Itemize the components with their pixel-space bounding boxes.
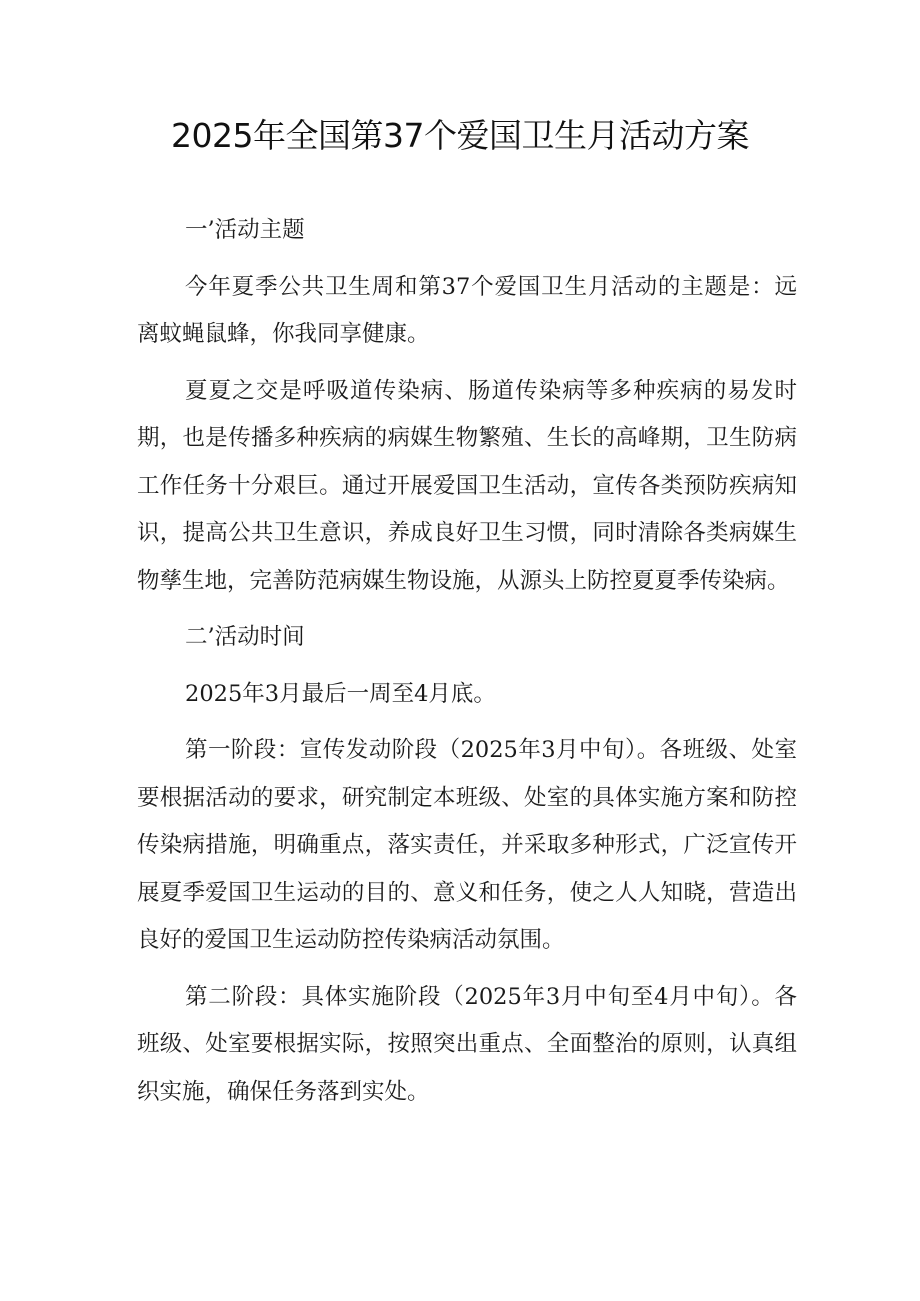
section-heading-theme: 一’活动主题 bbox=[185, 217, 305, 243]
document-body bbox=[137, 207, 797, 1116]
document-title: 2025年全国第37个爱国卫生月活动方案 bbox=[171, 116, 749, 155]
paragraph-time-range: 2025年3月最后一周至4月底。 bbox=[185, 680, 496, 707]
paragraph-theme: 今年夏季公共卫生周和第37个爱国卫生月活动的主题是：远离蚊蝇鼠蜂，你我同享健康。 bbox=[137, 273, 797, 347]
section-heading-time: 二’活动时间 bbox=[185, 624, 305, 650]
paragraph-background: 夏夏之交是呼吸道传染病、肠道传染病等多种疾病的易发时期，也是传播多种疾病的病媒生物繁殖、生长的高峰期，卫生防病工作任务十分艰巨。通过开展爱国卫生活动，宣传各类预防疾病知识，提高公共卫生意识，养成良好卫生习惯，同时清除各类病媒生物孳生地，完善防范病媒生物设施，从源头上防控夏夏季传染病。 bbox=[137, 377, 797, 594]
paragraph-phase-one: 第一阶段：宣传发动阶段（2025年3月中旬）。各班级、处室要根据活动的要求，研究制定本班级、处室的具体实施方案和防控传染病措施，明确重点，落实责任，并采取多种形式，广泛宣传开展夏季爱国卫生运动的目的、意义和任务，使之人人知晓，营造出良好的爱国卫生运动防控传染病活动氛围。 bbox=[137, 737, 797, 953]
paragraph-phase-two: 第二阶段：具体实施阶段（2025年3月中旬至4月中旬）。各班级、处室要根据实际，按照突出重点、全面整治的原则，认真组织实施，确保任务落到实处。 bbox=[137, 983, 797, 1105]
